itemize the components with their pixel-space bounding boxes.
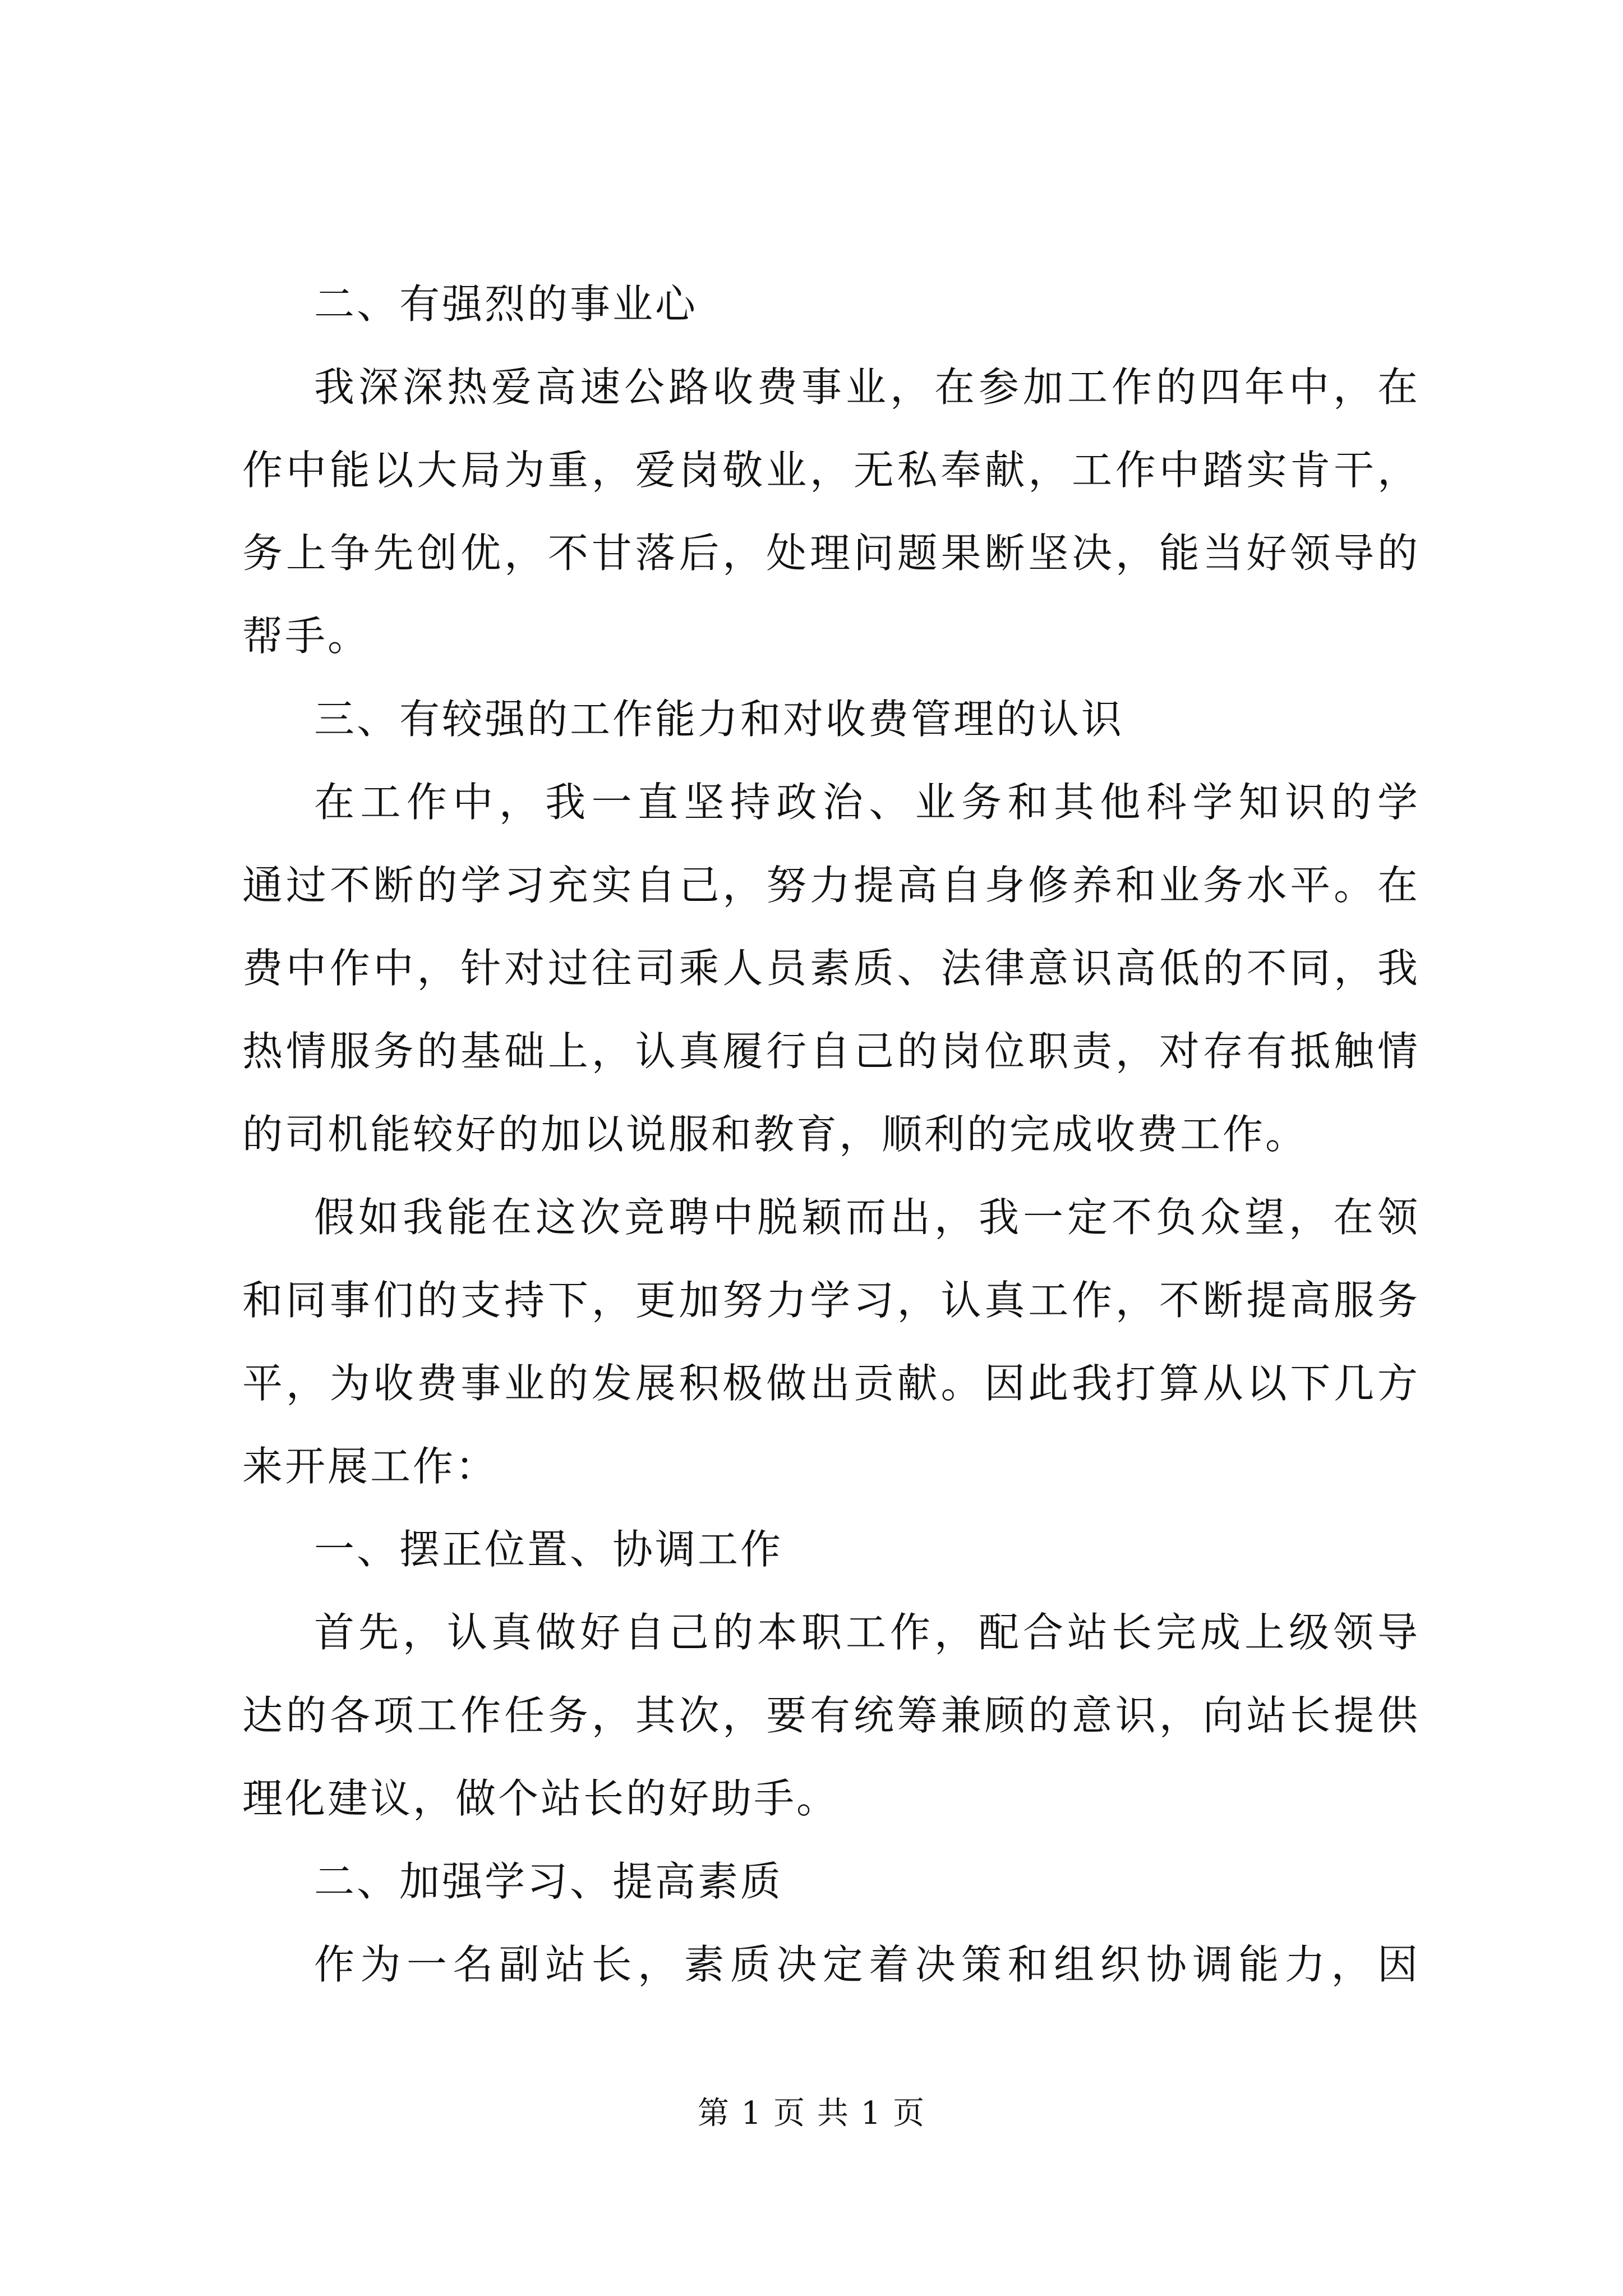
text-line: 费中作中，针对过往司乘人员素质、法律意识高低的不同，我 — [242, 945, 1420, 992]
text-line: 二、加强学习、提高素质 — [314, 1858, 783, 1905]
text-line: 达的各项工作任务，其次，要有统筹兼顾的意识，向站长提供 — [242, 1692, 1420, 1739]
text-line: 我深深热爱高速公路收费事业，在参加工作的四年中，在 — [314, 364, 1420, 411]
text-line: 和同事们的支持下，更加努力学习，认真工作，不断提高服务 — [242, 1277, 1420, 1324]
document-body — [242, 263, 1420, 2006]
page-footer: 第 1 页 共 1 页 — [697, 2095, 926, 2132]
text-line: 首先，认真做好自己的本职工作，配合站长完成上级领导 — [314, 1609, 1420, 1656]
text-line: 假如我能在这次竞聘中脱颖而出，我一定不负众望，在领 — [314, 1194, 1420, 1241]
text-line: 一、摆正位置、协调工作 — [314, 1526, 783, 1573]
text-line: 帮手。 — [242, 613, 371, 660]
text-line: 来开展工作： — [242, 1443, 499, 1490]
text-line: 热情服务的基础上，认真履行自己的岗位职责，对存有抵触情 — [242, 1028, 1420, 1075]
text-line: 作为一名副站长，素质决定着决策和组织协调能力，因 — [314, 1941, 1420, 1988]
text-line: 作中能以大局为重，爱岗敬业，无私奉献，工作中踏实肯干， — [242, 447, 1420, 494]
text-line: 务上争先创优，不甘落后，处理问题果断坚决，能当好领导的 — [242, 530, 1420, 577]
text-line: 的司机能较好的加以说服和教育，顺利的完成收费工作。 — [242, 1111, 1308, 1158]
text-line: 通过不断的学习充实自己，努力提高自身修养和业务水平。在 — [242, 862, 1420, 909]
text-line: 平，为收费事业的发展积极做出贡献。因此我打算从以下几方 — [242, 1360, 1420, 1407]
text-line: 在工作中，我一直坚持政治、业务和其他科学知识的学 — [314, 779, 1420, 826]
text-line: 理化建议，做个站长的好助手。 — [242, 1775, 840, 1822]
text-line: 二、有强烈的事业心 — [314, 280, 698, 328]
text-line: 三、有较强的工作能力和对收费管理的认识 — [314, 696, 1124, 743]
